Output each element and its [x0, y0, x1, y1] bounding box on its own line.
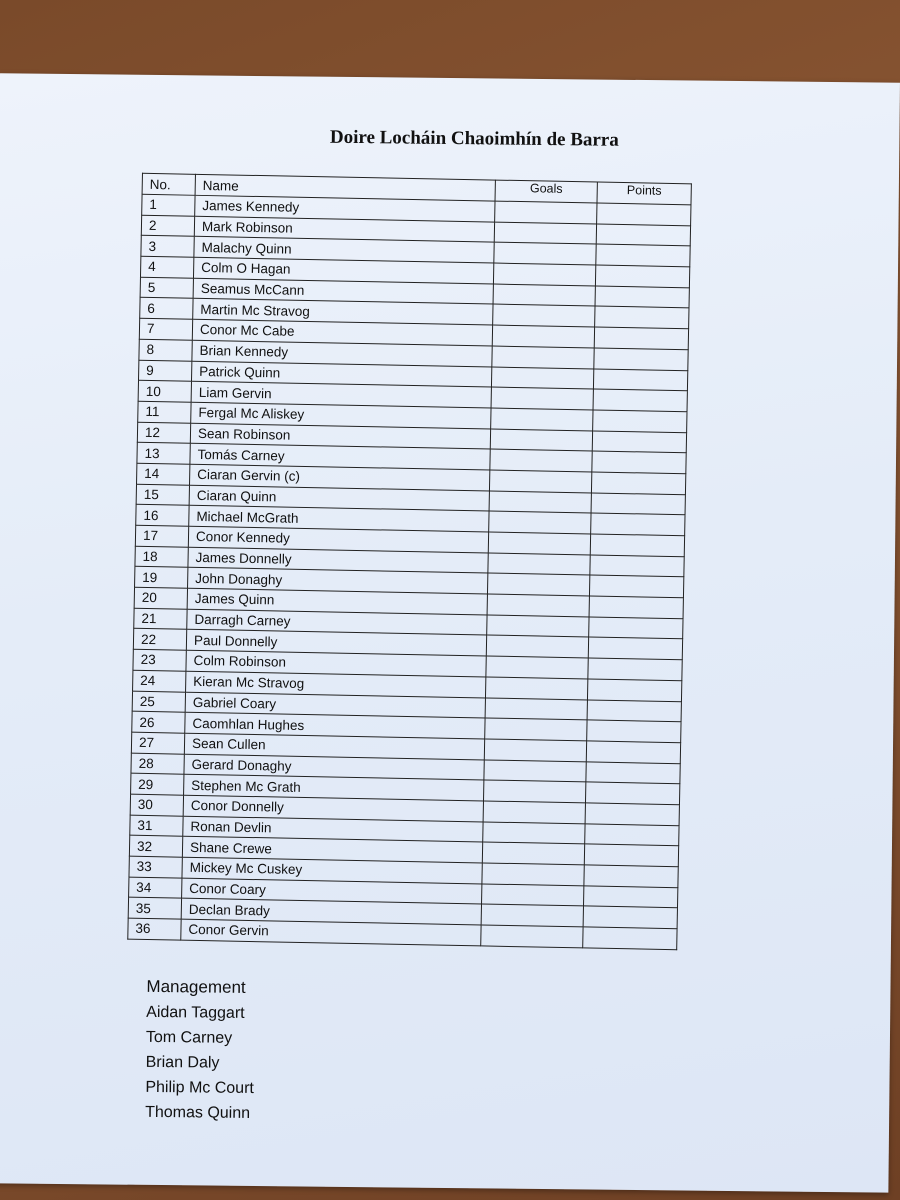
- management-section: [145, 977, 255, 1126]
- header-name: Name: [195, 174, 495, 201]
- goals-cell: [486, 635, 588, 658]
- points-cell: [583, 886, 677, 908]
- goals-cell: [488, 532, 590, 555]
- player-number: 11: [138, 401, 191, 423]
- player-number: 2: [141, 215, 194, 237]
- goals-cell: [492, 325, 594, 348]
- player-name: Brian Kennedy: [192, 340, 492, 366]
- points-cell: [589, 575, 683, 597]
- player-name: Colm O Hagan: [193, 257, 493, 283]
- player-name: Ciaran Quinn: [189, 485, 489, 511]
- management-member: Tom Carney: [145, 1028, 233, 1047]
- player-number: 3: [141, 236, 194, 258]
- header-goals: Goals: [495, 180, 597, 203]
- goals-cell: [490, 449, 592, 472]
- points-cell: [588, 658, 682, 680]
- goals-cell: [492, 346, 594, 369]
- player-name: Mickey Mc Cuskey: [182, 857, 482, 883]
- player-name: Liam Gervin: [191, 381, 491, 407]
- player-name: Gabriel Coary: [185, 692, 485, 718]
- goals-cell: [493, 284, 595, 307]
- goals-cell: [491, 387, 593, 410]
- points-cell: [593, 389, 687, 411]
- player-number: 19: [135, 567, 188, 589]
- player-number: 23: [133, 649, 186, 671]
- goals-cell: [489, 511, 591, 534]
- goals-cell: [483, 780, 585, 803]
- player-name: Seamus McCann: [193, 278, 493, 304]
- goals-cell: [485, 677, 587, 700]
- goals-cell: [494, 242, 596, 265]
- player-name: Colm Robinson: [186, 650, 486, 676]
- points-cell: [587, 720, 681, 742]
- goals-cell: [493, 304, 595, 327]
- points-cell: [587, 699, 681, 721]
- goals-cell: [495, 201, 597, 224]
- goals-cell: [485, 697, 587, 720]
- player-name: John Donaghy: [188, 568, 488, 594]
- player-number: 33: [129, 856, 182, 878]
- goals-cell: [488, 553, 590, 576]
- player-name: Tomás Carney: [190, 444, 490, 470]
- goals-cell: [482, 863, 584, 886]
- points-cell: [583, 906, 677, 928]
- player-name: Kieran Mc Stravog: [186, 671, 486, 697]
- points-cell: [585, 803, 679, 825]
- goals-cell: [481, 925, 583, 948]
- points-cell: [594, 348, 688, 370]
- player-name: Sean Robinson: [190, 423, 490, 449]
- player-number: 29: [131, 773, 184, 795]
- player-name: Shane Crewe: [182, 836, 482, 862]
- player-name: Ciaran Gervin (c): [190, 464, 490, 490]
- points-cell: [584, 844, 678, 866]
- goals-cell: [489, 470, 591, 493]
- points-cell: [591, 513, 685, 535]
- points-cell: [589, 596, 683, 618]
- player-name: James Quinn: [187, 588, 487, 614]
- player-number: 26: [132, 711, 185, 733]
- points-cell: [592, 431, 686, 453]
- team-sheet-table: [127, 173, 692, 950]
- player-number: 31: [130, 815, 183, 837]
- player-name: James Kennedy: [195, 195, 495, 221]
- player-name: Michael McGrath: [189, 506, 489, 532]
- player-name: Mark Robinson: [194, 216, 494, 242]
- points-cell: [595, 286, 689, 308]
- document-title: Doire Locháin Chaoimhín de Barra: [329, 126, 619, 151]
- goals-cell: [487, 615, 589, 638]
- points-cell: [595, 265, 689, 287]
- management-heading: Management: [146, 976, 246, 997]
- player-name: Martin Mc Stravog: [193, 299, 493, 325]
- player-name: Malachy Quinn: [194, 237, 494, 263]
- player-number: 1: [142, 194, 195, 216]
- management-member: Thomas Quinn: [145, 1103, 251, 1122]
- player-number: 9: [139, 360, 192, 382]
- player-name: Conor Mc Cabe: [192, 319, 492, 345]
- points-cell: [585, 782, 679, 804]
- management-member: Philip Mc Court: [145, 1078, 254, 1098]
- goals-cell: [483, 822, 585, 845]
- player-number: 35: [128, 898, 181, 920]
- player-name: Conor Coary: [182, 878, 482, 904]
- player-number: 10: [138, 380, 191, 402]
- points-cell: [595, 306, 689, 328]
- points-cell: [588, 637, 682, 659]
- player-name: Caomhlan Hughes: [185, 712, 485, 738]
- player-number: 4: [140, 256, 193, 278]
- player-number: 14: [137, 463, 190, 485]
- player-number: 27: [131, 732, 184, 754]
- points-cell: [589, 617, 683, 639]
- goals-cell: [481, 904, 583, 927]
- player-number: 32: [129, 835, 182, 857]
- goals-cell: [491, 408, 593, 431]
- goals-cell: [485, 718, 587, 741]
- player-name: Declan Brady: [181, 899, 481, 925]
- player-name: Conor Kennedy: [188, 526, 488, 552]
- player-number: 17: [135, 525, 188, 547]
- player-name: Conor Donnelly: [183, 795, 483, 821]
- player-name: Patrick Quinn: [191, 361, 491, 387]
- player-number: 13: [137, 442, 190, 464]
- header-points: Points: [597, 182, 691, 205]
- goals-cell: [483, 801, 585, 824]
- player-number: 8: [139, 339, 192, 361]
- player-name: Fergal Mc Aliskey: [191, 402, 491, 428]
- player-number: 34: [129, 877, 182, 899]
- management-list: [145, 1000, 255, 1126]
- player-number: 24: [133, 670, 186, 692]
- goals-cell: [489, 491, 591, 514]
- management-member: Aidan Taggart: [146, 1003, 245, 1022]
- goals-cell: [482, 884, 584, 907]
- paper-sheet: [0, 73, 900, 1192]
- goals-cell: [484, 739, 586, 762]
- player-number: 16: [136, 505, 189, 527]
- points-cell: [585, 824, 679, 846]
- player-name: Stephen Mc Grath: [184, 774, 484, 800]
- player-number: 7: [139, 318, 192, 340]
- goals-cell: [486, 656, 588, 679]
- player-name: Ronan Devlin: [183, 816, 483, 842]
- player-number: 18: [135, 546, 188, 568]
- goals-cell: [487, 594, 589, 617]
- points-cell: [594, 327, 688, 349]
- roster-body: [128, 194, 691, 949]
- header-no: No.: [142, 173, 195, 195]
- player-number: 15: [136, 484, 189, 506]
- goals-cell: [490, 429, 592, 452]
- player-number: 28: [131, 753, 184, 775]
- points-cell: [593, 368, 687, 390]
- points-cell: [587, 679, 681, 701]
- player-name: James Donnelly: [188, 547, 488, 573]
- points-cell: [586, 761, 680, 783]
- points-cell: [583, 927, 677, 949]
- points-cell: [586, 741, 680, 763]
- player-number: 36: [128, 918, 181, 940]
- points-cell: [590, 555, 684, 577]
- player-number: 21: [134, 608, 187, 630]
- goals-cell: [487, 573, 589, 596]
- goals-cell: [484, 760, 586, 783]
- goals-cell: [494, 222, 596, 245]
- player-number: 22: [133, 629, 186, 651]
- points-cell: [596, 244, 690, 266]
- player-number: 20: [134, 587, 187, 609]
- points-cell: [591, 472, 685, 494]
- points-cell: [593, 410, 687, 432]
- player-number: 6: [140, 298, 193, 320]
- points-cell: [584, 865, 678, 887]
- player-name: Paul Donnelly: [186, 630, 486, 656]
- points-cell: [590, 534, 684, 556]
- player-number: 25: [132, 691, 185, 713]
- goals-cell: [493, 263, 595, 286]
- goals-cell: [482, 842, 584, 865]
- points-cell: [596, 224, 690, 246]
- points-cell: [591, 493, 685, 515]
- points-cell: [597, 203, 691, 225]
- player-name: Gerard Donaghy: [184, 754, 484, 780]
- points-cell: [592, 451, 686, 473]
- player-name: Sean Cullen: [184, 733, 484, 759]
- player-number: 30: [130, 794, 183, 816]
- player-number: 5: [140, 277, 193, 299]
- player-name: Conor Gervin: [181, 919, 481, 945]
- player-number: 12: [137, 422, 190, 444]
- goals-cell: [491, 367, 593, 390]
- player-name: Darragh Carney: [187, 609, 487, 635]
- management-member: Brian Daly: [145, 1053, 220, 1072]
